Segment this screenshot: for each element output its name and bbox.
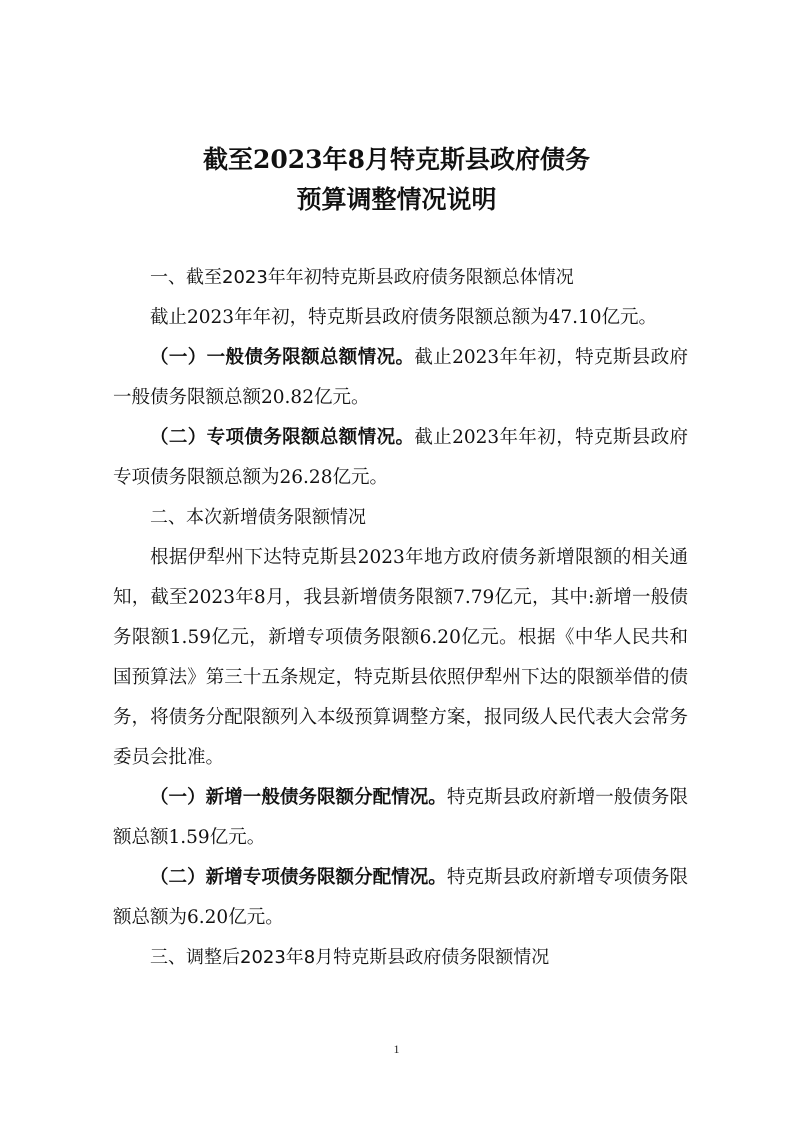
section-2-sub-1-label: （一）新增一般债务限额分配情况。 [150, 787, 447, 808]
section-1-paragraph: 截止2023年年初，特克斯县政府债务限额总额为47.10亿元。 [150, 307, 658, 328]
section-1-sub-2 [113, 418, 688, 498]
section-2-sub-1-text: 特克斯县政府新增一般债务限额总额1.59亿元。 [113, 787, 688, 848]
section-2-paragraph: 根据伊犁州下达特克斯县2023年地方政府债务新增限额的相关通知，截至2023年8月，我县新增债务限额7.79亿元，其中:新增一般债务限额1.59亿元，新增专项债务限额6.20亿元。根据《中华人民共和国预算法》第三十五条规定，特克斯县依照伊犁州下达的限额举借的债务，将债务分配限额列入本级预算调整方案，报同级人民代表大会常务委员会批准。 [113, 547, 688, 768]
section-2-heading: 二、本次新增债务限额情况 [150, 507, 366, 528]
document-title-line1: 截至2023年8月特克斯县政府债务 [203, 145, 590, 174]
section-2-sub-2-text: 特克斯县政府新增专项债务限额总额为6.20亿元。 [113, 867, 688, 928]
section-1-sub-1-label: （一）一般债务限额总额情况。 [150, 347, 415, 368]
section-2-sub-2-label: （二）新增专项债务限额分配情况。 [150, 867, 447, 888]
document-body [113, 258, 688, 978]
section-2-sub-2 [113, 858, 688, 938]
page-number: 1 [393, 1042, 400, 1056]
section-1-sub-1 [113, 338, 688, 418]
section-1-sub-1-text: 截止2023年年初，特克斯县政府一般债务限额总额20.82亿元。 [113, 347, 688, 408]
section-2-sub-1 [113, 778, 688, 858]
section-1-heading: 一、截至2023年年初特克斯县政府债务限额总体情况 [150, 267, 574, 288]
section-1-sub-2-text: 截止2023年年初，特克斯县政府专项债务限额总额为26.28亿元。 [113, 427, 688, 488]
document-title-line2: 预算调整情况说明 [296, 185, 497, 214]
section-3-heading: 三、调整后2023年8月特克斯县政府债务限额情况 [150, 947, 550, 968]
section-1-sub-2-label: （二）专项债务限额总额情况。 [150, 427, 415, 448]
